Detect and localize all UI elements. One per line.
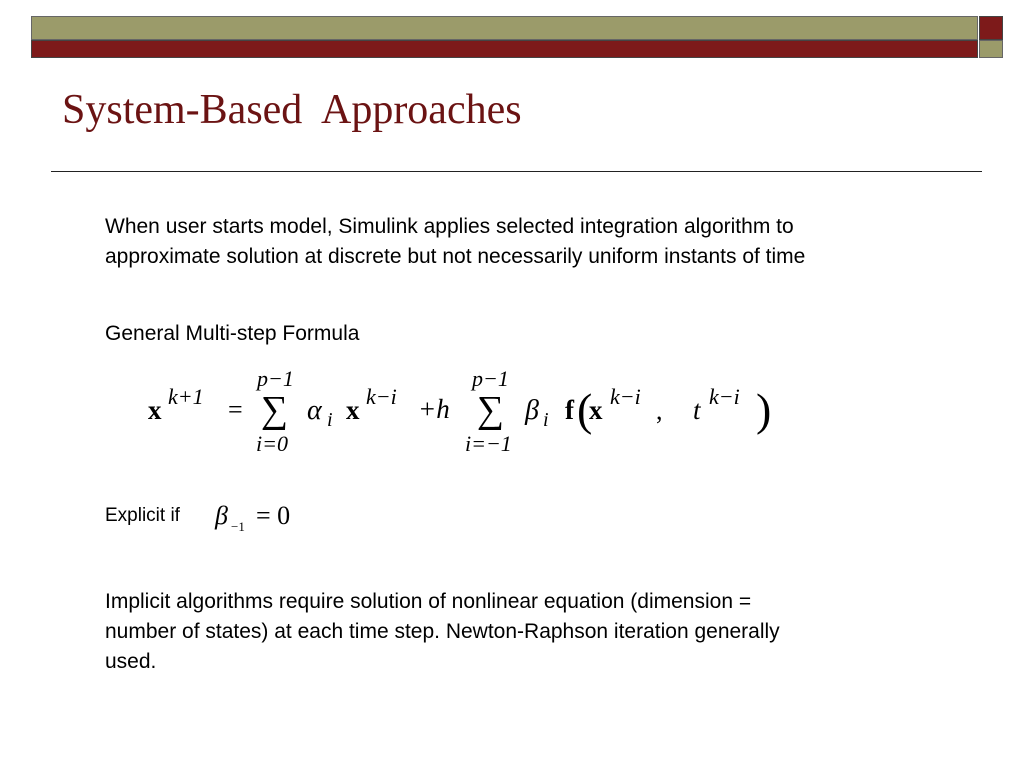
slide-title: System-Based Approaches xyxy=(62,87,522,133)
paragraph-multistep-heading: General Multi-step Formula xyxy=(105,322,360,345)
explicit-label: Explicit if xyxy=(105,505,180,526)
formula-alpha: α xyxy=(307,395,322,426)
formula-sum2-sigma: ∑ xyxy=(477,389,505,431)
formula-t-sup: k−i xyxy=(709,384,740,409)
formula-plus-h: +h xyxy=(418,394,450,424)
formula-x1-sup: k−i xyxy=(366,384,397,409)
formula-sum1-sigma: ∑ xyxy=(261,389,289,431)
formula-lhs-sup: k+1 xyxy=(168,384,204,409)
formula-x2: x xyxy=(589,395,603,425)
explicit-beta-sub: −1 xyxy=(231,519,245,534)
formula-x1: x xyxy=(346,395,360,425)
formula-close-paren: ) xyxy=(756,384,772,435)
explicit-equals-zero: = 0 xyxy=(256,501,291,530)
formula-x2-sup: k−i xyxy=(610,384,641,409)
formula-equals: = xyxy=(228,395,243,424)
explicit-beta: β xyxy=(215,501,228,530)
formula-sum1-upper: p−1 xyxy=(257,366,294,391)
paragraph-implicit-algorithms: Implicit algorithms require solution of nonlinear equation (dimension = number of states) at each time step. Newton-Raphson iteration generally used. xyxy=(105,590,780,673)
formula-sum2-upper: p−1 xyxy=(472,366,509,391)
formula-comma: , xyxy=(656,396,663,425)
formula-sum2-lower: i=−1 xyxy=(465,431,512,456)
formula-lhs-x: x xyxy=(148,395,162,425)
formula-alpha-sub: i xyxy=(327,409,333,431)
formula-beta-sub: i xyxy=(543,409,549,431)
formula-f: f xyxy=(565,395,574,425)
formula-open-paren: ( xyxy=(577,384,593,435)
formula-sum1-lower: i=0 xyxy=(256,431,288,456)
formula-t: t xyxy=(693,395,701,425)
paragraph-simulink-integration: When user starts model, Simulink applies selected integration algorithm to approximate solution at discrete but not necessarily uniform instants of time xyxy=(105,215,806,268)
formula-beta: β xyxy=(525,395,539,426)
